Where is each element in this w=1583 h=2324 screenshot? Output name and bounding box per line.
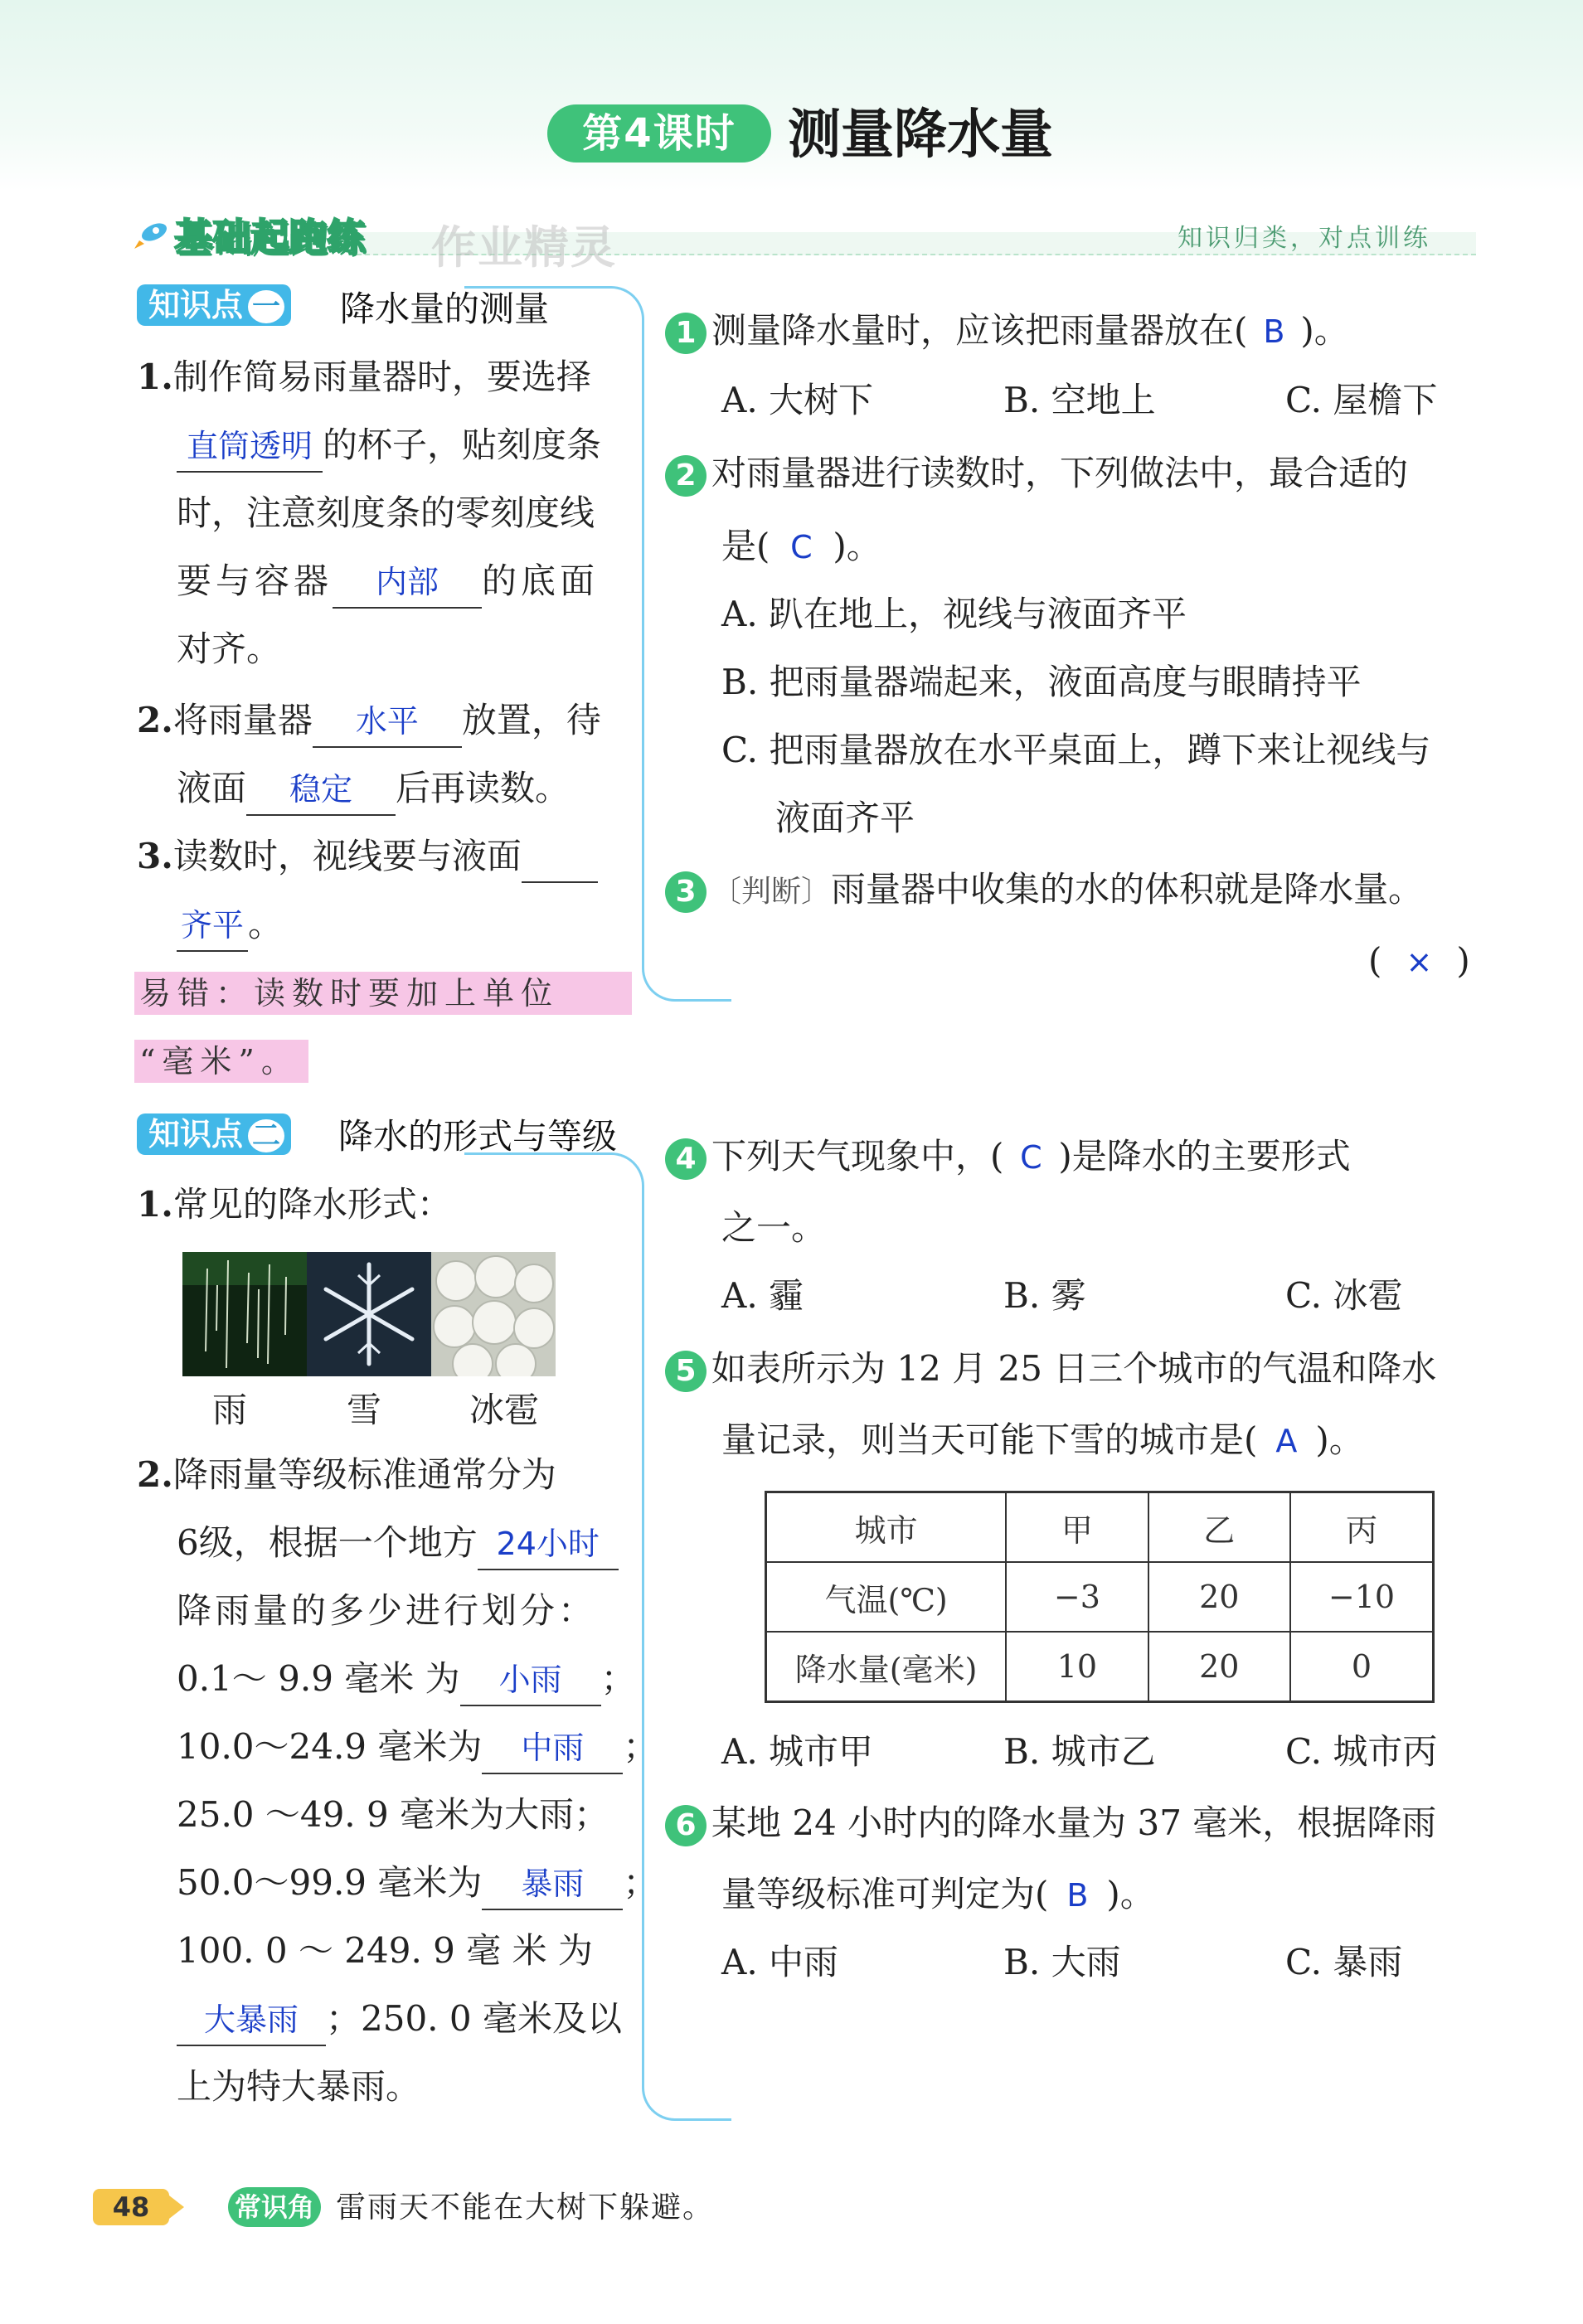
page-number: 48 bbox=[93, 2189, 169, 2225]
question-text: )。 bbox=[833, 526, 881, 566]
kp1-q1-line1 bbox=[137, 343, 591, 411]
question-text: 50.0～99.9 毫米为 bbox=[177, 1862, 483, 1903]
tip-text: 雷雨天不能在大树下躲避。 bbox=[336, 2191, 715, 2225]
kp1-q3-line2 bbox=[177, 890, 283, 958]
kp1-q1-line2 bbox=[177, 411, 601, 479]
right-q6-line1 bbox=[665, 1789, 1436, 1857]
answer-text: C bbox=[790, 529, 813, 565]
kp2-q2-line6: 25.0 ～49. 9 毫米为大雨； bbox=[177, 1794, 609, 1835]
table-header-cell: 甲 bbox=[1006, 1492, 1148, 1563]
answer-blank bbox=[522, 832, 598, 883]
question-text: )。 bbox=[1315, 1419, 1364, 1460]
option-b: B. 空地上 bbox=[1003, 380, 1156, 420]
table-cell: 10 bbox=[1006, 1632, 1148, 1702]
kp1-q1-line5: 对齐。 bbox=[177, 628, 282, 669]
answer-text: 内部 bbox=[376, 564, 439, 600]
table-cell: 20 bbox=[1148, 1562, 1290, 1632]
kp2-bracket-bottom bbox=[642, 2073, 731, 2121]
table-header-cell: 城市 bbox=[766, 1492, 1007, 1563]
question-number: 1. bbox=[137, 357, 173, 397]
option-a: A. 霾 bbox=[721, 1275, 804, 1316]
table-cell: 0 bbox=[1290, 1632, 1434, 1702]
kp2-title: 降水的形式与等级 bbox=[338, 1116, 618, 1157]
column-divider bbox=[642, 1186, 644, 2081]
question-number: 2. bbox=[137, 700, 173, 740]
question-text: 后再读数。 bbox=[396, 768, 571, 808]
snow-caption: 雪 bbox=[347, 1390, 382, 1430]
hail-caption: 冰雹 bbox=[469, 1390, 540, 1430]
watermark: 作业精灵 bbox=[431, 221, 617, 274]
right-q6-line2 bbox=[721, 1861, 1155, 1929]
table-cell: −3 bbox=[1006, 1562, 1148, 1632]
question-text: )。 bbox=[1106, 1874, 1155, 1914]
rain-photo bbox=[182, 1252, 307, 1376]
option-b: B. 雾 bbox=[1003, 1275, 1086, 1316]
question-number-icon: 1 bbox=[665, 313, 707, 354]
question-text: 雨量器中收集的水的体积就是降水量。 bbox=[831, 869, 1424, 910]
answer-blank bbox=[482, 1722, 623, 1774]
question-text: 6级，根据一个地方 bbox=[177, 1522, 478, 1563]
kp-badge-label: 知识点 bbox=[148, 287, 244, 323]
kp1-q2-line1 bbox=[137, 687, 601, 754]
answer-text: × bbox=[1406, 944, 1433, 980]
section-subtitle: 知识归类，对点训练 bbox=[1178, 224, 1431, 253]
table-cell: 降水量(毫米) bbox=[766, 1632, 1007, 1702]
page-title: 测量降水量 bbox=[788, 104, 1053, 166]
answer-blank bbox=[333, 556, 482, 609]
option-c-cont: 液面齐平 bbox=[775, 798, 915, 838]
answer-text: 大暴雨 bbox=[203, 2001, 299, 2038]
kp-badge-number: 二 bbox=[248, 1119, 284, 1152]
city-table bbox=[765, 1491, 1435, 1703]
hail-photo bbox=[431, 1252, 556, 1376]
answer-text: B bbox=[1263, 313, 1285, 350]
question-number: 3. bbox=[137, 836, 173, 876]
question-text: 10.0～24.9 毫米为 bbox=[177, 1726, 483, 1767]
question-number-icon: 4 bbox=[665, 1138, 707, 1180]
question-text: 降雨量等级标准通常分为 bbox=[172, 1454, 556, 1495]
rocket-icon bbox=[133, 217, 169, 250]
table-header-row bbox=[766, 1492, 1434, 1563]
option-c: C. 把雨量器放在水平桌面上，蹲下来让视线与 bbox=[721, 730, 1431, 770]
snow-photo bbox=[307, 1252, 431, 1376]
answer-text: 小雨 bbox=[498, 1662, 562, 1698]
table-cell: 气温(℃) bbox=[766, 1562, 1007, 1632]
answer-blank bbox=[478, 1518, 619, 1570]
answer-blank bbox=[482, 1858, 623, 1910]
kp2-q1-line1 bbox=[137, 1171, 452, 1239]
answer-text: 24小时 bbox=[496, 1526, 600, 1562]
kp1-bracket-top bbox=[464, 286, 644, 322]
kp2-q2-line2 bbox=[177, 1509, 619, 1577]
kp1-q2-line2 bbox=[177, 754, 570, 822]
question-text: ； bbox=[600, 1658, 636, 1699]
question-text: 。 bbox=[248, 904, 284, 944]
right-q1-line1 bbox=[665, 297, 1349, 366]
kp1-q3-line1 bbox=[137, 822, 598, 890]
right-q5-line2 bbox=[721, 1406, 1364, 1475]
answer-blank bbox=[177, 900, 248, 952]
option-c: C. 暴雨 bbox=[1285, 1942, 1403, 1982]
question-number-icon: 3 bbox=[665, 871, 707, 913]
kp-badge-number: 一 bbox=[248, 290, 284, 323]
kp2-q2-line4 bbox=[177, 1645, 636, 1713]
question-text: 制作简易雨量器时，要选择 bbox=[172, 357, 591, 397]
question-text: 下列天气现象中，( bbox=[711, 1136, 1004, 1177]
right-q4-line2: 之一。 bbox=[721, 1207, 827, 1248]
rain-caption: 雨 bbox=[212, 1390, 248, 1430]
paren: ) bbox=[1456, 940, 1470, 981]
option-a: A. 城市甲 bbox=[721, 1731, 874, 1772]
answer-blank bbox=[177, 1994, 326, 2046]
kp2-q2-line5 bbox=[177, 1713, 658, 1781]
error-tip: 易错：读数时要加上单位 bbox=[134, 972, 632, 1015]
table-cell: −10 bbox=[1290, 1562, 1434, 1632]
question-number: 2. bbox=[137, 1454, 173, 1495]
answer-blank bbox=[313, 696, 462, 748]
right-q4-line1 bbox=[665, 1123, 1351, 1191]
answer-text: 水平 bbox=[355, 703, 419, 740]
answer-text: B bbox=[1066, 1877, 1089, 1914]
option-a: A. 中雨 bbox=[721, 1942, 839, 1982]
tip-badge: 常识角 bbox=[228, 2187, 321, 2227]
answer-blank bbox=[177, 420, 323, 473]
question-text: 液面 bbox=[177, 768, 247, 808]
question-text: 读数时，视线要与液面 bbox=[172, 836, 522, 876]
question-number-icon: 5 bbox=[665, 1351, 707, 1392]
option-c: C. 屋檐下 bbox=[1285, 380, 1438, 420]
judge-tag: 〔判断〕 bbox=[711, 875, 832, 909]
question-text: )。 bbox=[1300, 310, 1349, 351]
question-number-icon: 6 bbox=[665, 1805, 707, 1846]
table-header-cell: 丙 bbox=[1290, 1492, 1434, 1563]
kp1-q1-line3: 时，注意刻度条的零刻度线 bbox=[177, 492, 595, 533]
option-c: C. 冰雹 bbox=[1285, 1275, 1403, 1316]
right-q2-line1 bbox=[665, 439, 1408, 507]
kp-badge-label: 知识点 bbox=[148, 1116, 244, 1152]
answer-text: 中雨 bbox=[521, 1730, 585, 1766]
table-row bbox=[766, 1632, 1434, 1702]
kp1-bracket-bottom bbox=[642, 953, 731, 1002]
answer-blank bbox=[460, 1654, 601, 1706]
question-text: 测量降水量时，应该把雨量器放在( bbox=[711, 310, 1248, 351]
kp2-q2-line9 bbox=[177, 1985, 622, 2053]
question-text: 量等级标准可判定为( bbox=[721, 1874, 1049, 1914]
table-cell: 20 bbox=[1148, 1632, 1290, 1702]
kp2-q2-line10: 上为特大暴雨。 bbox=[177, 2066, 421, 2107]
question-text: 某地 24 小时内的降水量为 37 毫米，根据降雨 bbox=[711, 1802, 1437, 1843]
kp1-title: 降水量的测量 bbox=[340, 289, 550, 329]
question-text: 量记录，则当天可能下雪的城市是( bbox=[721, 1419, 1258, 1460]
lesson-label: 第4课时 bbox=[547, 104, 771, 163]
right-q3-answer bbox=[1368, 927, 1470, 996]
kp2-q2-line8: 100. 0 ～ 249. 9 毫 米 为 bbox=[177, 1930, 593, 1971]
question-text: 常见的降水形式： bbox=[172, 1184, 452, 1225]
answer-text: 稳定 bbox=[289, 771, 353, 808]
kp2-q2-line3: 降雨量的多少进行划分： bbox=[177, 1590, 597, 1631]
question-number: 1. bbox=[137, 1184, 173, 1225]
knowledge-point-badge-1 bbox=[137, 284, 291, 326]
question-text: 对雨量器进行读数时，下列做法中，最合适的 bbox=[711, 453, 1409, 493]
question-text: ；250. 0 毫米及以 bbox=[326, 1998, 622, 2039]
right-q2-line2 bbox=[721, 512, 881, 581]
option-b: B. 大雨 bbox=[1003, 1942, 1121, 1982]
option-c: C. 城市丙 bbox=[1285, 1731, 1438, 1772]
kp1-q1-line4 bbox=[177, 547, 599, 615]
kp2-bracket-top bbox=[464, 1152, 644, 1188]
answer-text: C bbox=[1020, 1139, 1042, 1176]
error-tip-cont: “毫米”。 bbox=[134, 1040, 308, 1083]
answer-blank bbox=[246, 764, 396, 816]
table-row bbox=[766, 1562, 1434, 1632]
pencil-tip-icon bbox=[169, 2195, 184, 2219]
section-title: 基础起跑练 bbox=[174, 215, 365, 260]
question-text: ； bbox=[623, 1726, 658, 1767]
question-text: 将雨量器 bbox=[172, 700, 313, 740]
paren: ( bbox=[1368, 940, 1382, 981]
knowledge-point-badge-2 bbox=[137, 1113, 291, 1155]
question-text: 的杯子，贴刻度条 bbox=[323, 425, 602, 465]
table-header-cell: 乙 bbox=[1148, 1492, 1290, 1563]
answer-text: A bbox=[1275, 1423, 1298, 1459]
question-text: ； bbox=[623, 1862, 658, 1903]
kp2-q2-line1 bbox=[137, 1441, 556, 1509]
answer-text: 直筒透明 bbox=[186, 428, 313, 464]
right-q5-line1 bbox=[665, 1335, 1436, 1403]
kp2-q2-line7 bbox=[177, 1849, 658, 1917]
question-text: 的底面 bbox=[482, 560, 600, 601]
option-b: B. 把雨量器端起来，液面高度与眼睛持平 bbox=[721, 662, 1362, 702]
right-q3-line1 bbox=[665, 856, 1423, 926]
option-a: A. 大树下 bbox=[721, 380, 874, 420]
question-text: 是( bbox=[721, 526, 770, 566]
option-b: B. 城市乙 bbox=[1003, 1731, 1156, 1772]
question-text: 放置，待 bbox=[461, 700, 601, 740]
question-text: 如表所示为 12 月 25 日三个城市的气温和降水 bbox=[711, 1348, 1437, 1389]
column-divider bbox=[642, 319, 644, 958]
question-text: 0.1～ 9.9 毫米 为 bbox=[177, 1658, 460, 1699]
answer-text: 齐平 bbox=[180, 907, 244, 944]
question-number-icon: 2 bbox=[665, 455, 707, 497]
question-text: 要与容器 bbox=[177, 560, 333, 601]
question-text: )是降水的主要形式 bbox=[1058, 1136, 1351, 1177]
option-a: A. 趴在地上，视线与液面齐平 bbox=[721, 594, 1187, 634]
answer-text: 暴雨 bbox=[521, 1866, 585, 1902]
